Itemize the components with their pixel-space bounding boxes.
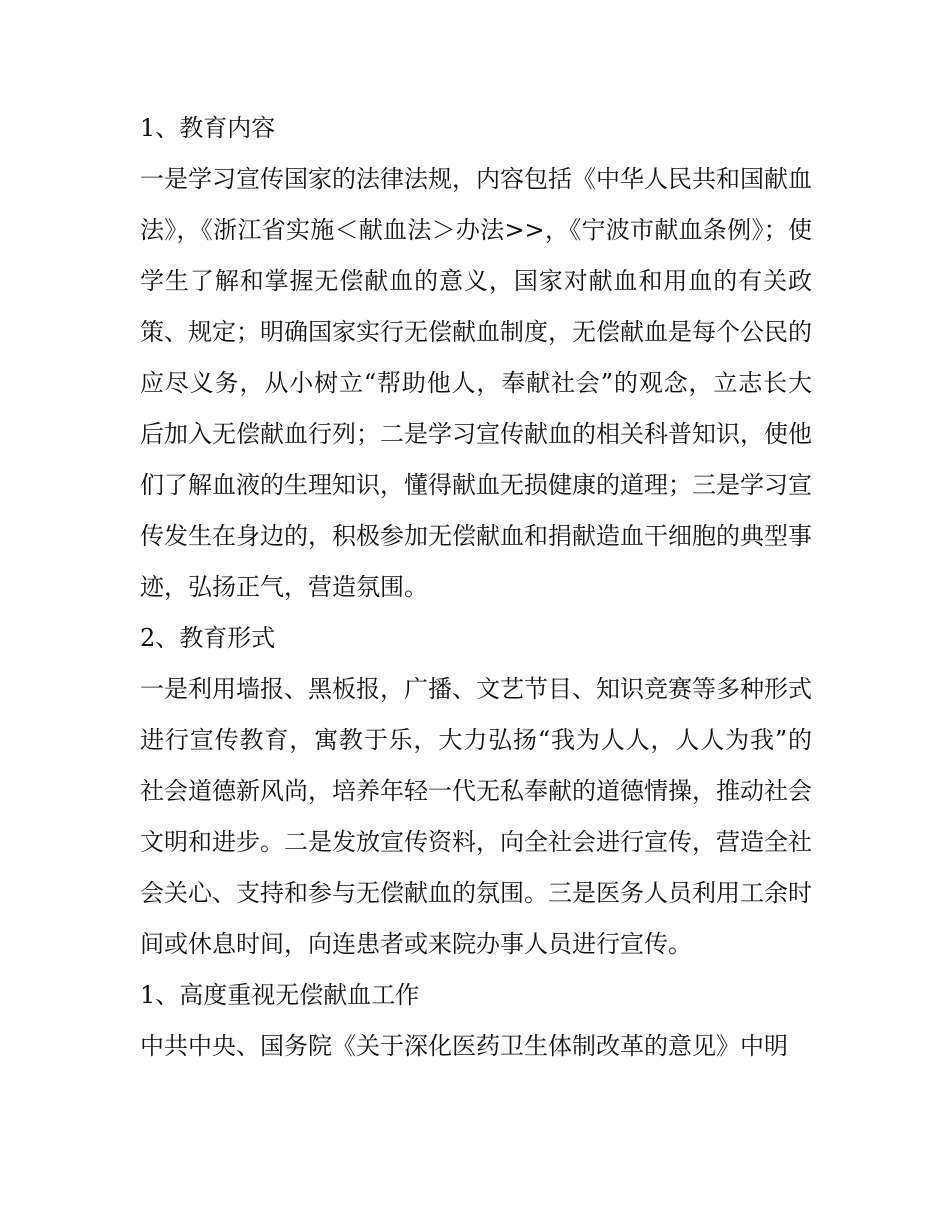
section-heading-education-content: 1、教育内容 — [140, 114, 276, 142]
paragraph-education-form: 一是利用墙报、黑板报，广播、文艺节目、知识竞赛等多种形式进行宣传教育，寓教于乐，大力弘扬“我为人人，人人为我”的社会道德新风尚，培养年轻一代无私奉献的道德情操，推动社会文明和进步。二是发放宣传资料，向全社会进行宣传，营造全社会关心、支持和参与无偿献血的氛围。三是医务人员利用工余时间或休息时间，向连患者或来院办事人员进行宣传。 — [140, 675, 812, 958]
paragraph-education-content: 一是学习宣传国家的法律法规，内容包括《中华人民共和国献血法》，《浙江省实施＜献血法＞办法>>，《宁波市献血条例》；使学生了解和掌握无偿献血的意义，国家对献血和用血的有关政策、规定；明确国家实行无偿献血制度，无偿献血是每个公民的应尽义务，从小树立“帮助他人，奉献社会”的观念，立志长大后加入无偿献血行列；二是学习宣传献血的相关科普知识，使他们了解血液的生理知识，懂得献血无损健康的道理；三是学习宣传发生在身边的，积极参加无偿献血和捐献造血干细胞的典型事迹，弘扬正气，营造氛围。 — [140, 165, 812, 601]
section-heading-education-form: 2、教育形式 — [140, 624, 276, 652]
paragraph-central-committee: 中共中央、国务院《关于深化医药卫生体制改革的意见》中明 — [140, 1032, 788, 1060]
document-body — [140, 103, 812, 1072]
section-heading-attach-importance: 1、高度重视无偿献血工作 — [140, 981, 420, 1009]
